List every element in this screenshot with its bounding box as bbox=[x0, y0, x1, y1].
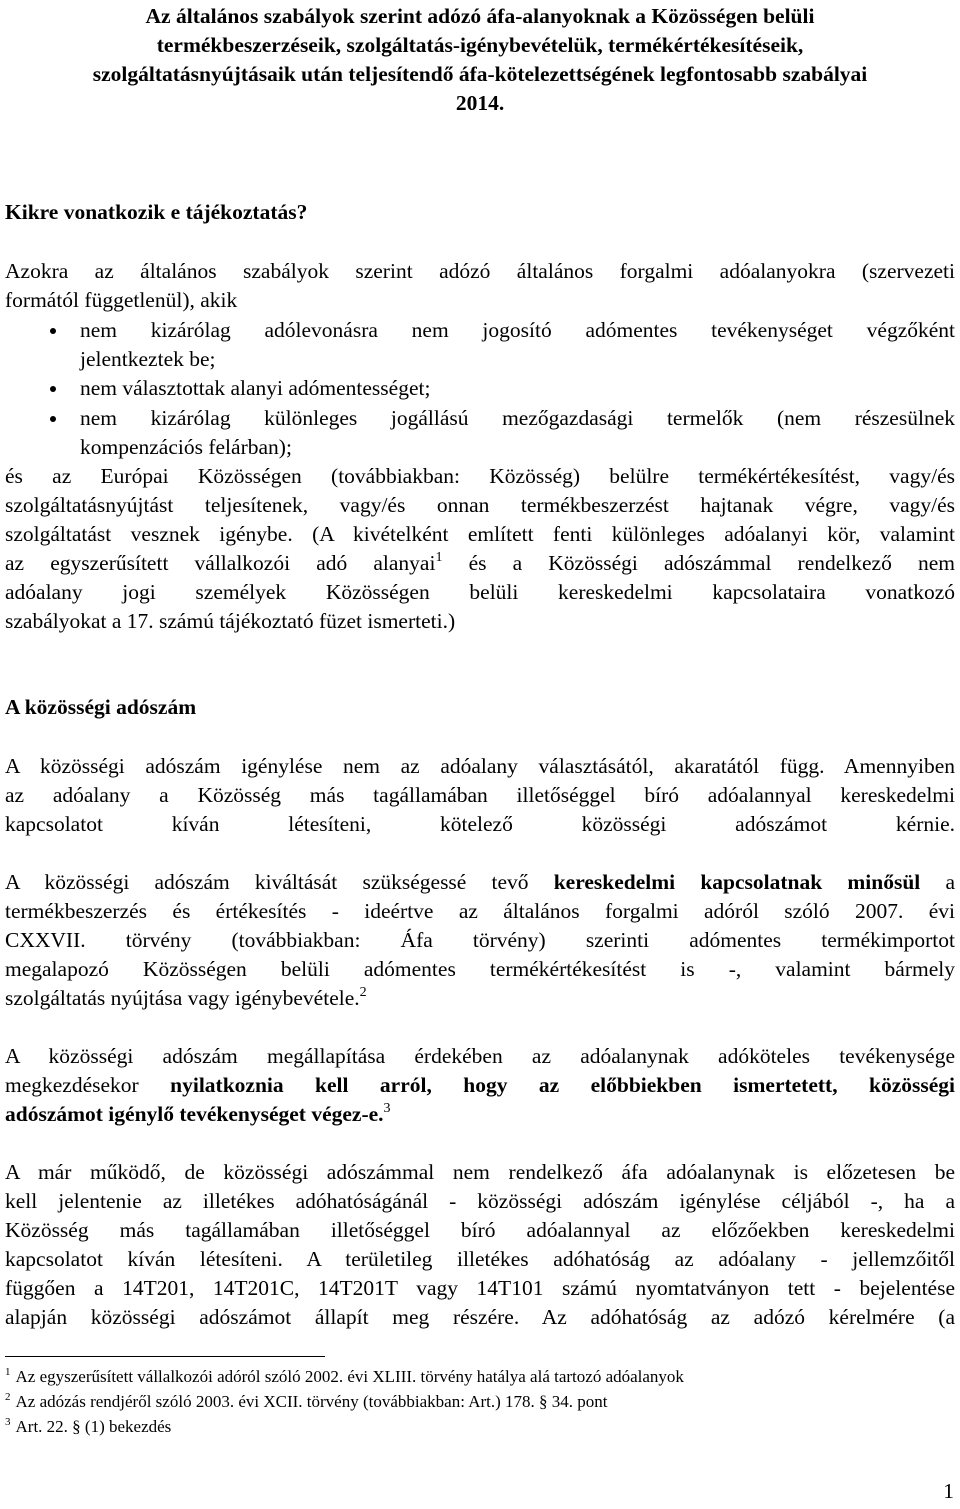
bullet-dot bbox=[50, 328, 56, 334]
paragraph-line: az adóalany a Közösség más tagállamában illetőséggel bíró adóalannyal kereskedelmi bbox=[5, 783, 955, 807]
footnote-number: 1 bbox=[5, 1366, 11, 1378]
paragraph-line: szabályokat a 17. számú tájékoztató füzet ismerteti.) bbox=[5, 609, 456, 633]
bullet-item-line: nem kizárólag adólevonásra nem jogosító adómentes tevékenységet végzőként bbox=[80, 318, 955, 342]
paragraph-line: termékbeszerzés és értékesítés - ideértve az általános forgalmi adóról szóló 2007. évi bbox=[5, 899, 955, 923]
paragraph-line bbox=[5, 1071, 955, 1100]
footnote bbox=[5, 1416, 171, 1438]
footnote-separator bbox=[5, 1356, 325, 1357]
title-year: 2014. bbox=[455, 91, 505, 115]
paragraph-line: és az Európai Közösségen (továbbiakban: Közösség) belülre termékértékesítést, vagy/és bbox=[5, 464, 955, 488]
bold-text: adószámot igénylő tevékenységet végez-e. bbox=[5, 1102, 384, 1126]
bullet-item-line: jelentkeztek be; bbox=[80, 347, 216, 371]
paragraph-line: kapcsolatot kíván létesíteni. A területileg illetékes adóhatóság az adóalany - jellemzőitől bbox=[5, 1247, 955, 1271]
paragraph-line: szolgáltatást vesznek igénybe. (A kivételként említett fenti különleges adóalanyi kör, valamint bbox=[5, 522, 955, 546]
paragraph-line: CXXVII. törvény (továbbiakban: Áfa törvény) szerinti adómentes termékimportot bbox=[5, 928, 955, 952]
paragraph-line bbox=[5, 1100, 391, 1129]
paragraph-line bbox=[5, 984, 367, 1013]
footnote-text: Az adózás rendjéről szóló 2003. évi XCII. törvény (továbbiakban: Art.) 178. § 34. pont bbox=[15, 1392, 608, 1411]
section-heading-tax-number: A közösségi adószám bbox=[5, 695, 197, 719]
paragraph-line: adóalany jogi személyek Közösségen belüli kereskedelmi kapcsolataira vonatkozó bbox=[5, 580, 955, 604]
paragraph-line bbox=[5, 549, 955, 578]
bold-text: kereskedelmi kapcsolatnak minősül bbox=[553, 870, 921, 894]
footnote-number: 2 bbox=[5, 1391, 11, 1403]
paragraph-line: függően a 14T201, 14T201C, 14T201T vagy 14T101 számú nyomtatványon tett - bejelentése bbox=[5, 1276, 955, 1300]
text-span: szolgáltatás nyújtása vagy igénybevétele. bbox=[5, 986, 360, 1010]
paragraph-line: Közösség más tagállamában illetőséggel bíró adóalannyal az előzőekben kereskedelmi bbox=[5, 1218, 955, 1242]
title-line: Az általános szabályok szerint adózó áfa-alanyoknak a Közösségen belüli bbox=[145, 4, 815, 28]
text-span: és a Közösségi adószámmal rendelkező nem bbox=[442, 551, 955, 575]
paragraph-line bbox=[5, 868, 955, 897]
footnote-ref: 1 bbox=[435, 550, 443, 565]
paragraph-line: szolgáltatásnyújtást teljesítenek, vagy/és onnan termékbeszerzést hajtanak végre, vagy/és bbox=[5, 493, 955, 517]
paragraph-line: Azokra az általános szabályok szerint adózó általános forgalmi adóalanyokra (szervezeti bbox=[5, 259, 955, 283]
title-line: termékbeszerzéseik, szolgáltatás-igénybevételük, termékértékesítéseik, bbox=[156, 33, 804, 57]
bullet-item-line: nem kizárólag különleges jogállású mezőgazdasági termelők (nem részesülnek bbox=[80, 406, 955, 430]
paragraph-line: formától függetlenül), akik bbox=[5, 288, 238, 312]
page-number: 1 bbox=[943, 1479, 954, 1503]
footnote-ref: 2 bbox=[359, 985, 367, 1000]
footnote-ref: 3 bbox=[383, 1101, 391, 1116]
section-heading-scope: Kikre vonatkozik e tájékoztatás? bbox=[5, 200, 308, 224]
paragraph-line: A közösségi adószám megállapítása érdekében az adóalanynak adóköteles tevékenysége bbox=[5, 1044, 955, 1068]
text-span: a bbox=[920, 870, 955, 894]
paragraph-line: megalapozó Közösségen belüli adómentes termékértékesítést is -, valamint bármely bbox=[5, 957, 955, 981]
title-line: szolgáltatásnyújtásaik után teljesítendő áfa-kötelezettségének legfontosabb szabályai bbox=[92, 62, 868, 86]
footnote-text: Art. 22. § (1) bekezdés bbox=[15, 1417, 172, 1436]
paragraph-line: A közösségi adószám igénylése nem az adóalany választásától, akaratától függ. Amennyiben bbox=[5, 754, 955, 778]
paragraph-line: A már működő, de közösségi adószámmal nem rendelkező áfa adóalanynak is előzetesen be bbox=[5, 1160, 955, 1184]
bullet-dot bbox=[50, 416, 56, 422]
footnote-number: 3 bbox=[5, 1416, 11, 1428]
footnote bbox=[5, 1391, 608, 1413]
footnote bbox=[5, 1366, 684, 1388]
bullet-dot bbox=[50, 386, 56, 392]
paragraph-line: kell jelentenie az illetékes adóhatóságánál - közösségi adószám igénylése céljából -, ha a bbox=[5, 1189, 955, 1213]
bold-text: nyilatkoznia kell arról, hogy az előbbiekben ismertetett, közösségi bbox=[170, 1073, 956, 1097]
document-title bbox=[0, 2, 960, 118]
text-span: megkezdésekor bbox=[5, 1073, 171, 1097]
text-span: A közösségi adószám kiváltását szükségessé tevő bbox=[5, 870, 554, 894]
footnote-text: Az egyszerűsített vállalkozói adóról szóló 2002. évi XLIII. törvény hatálya alá tartozó adóalanyok bbox=[15, 1367, 684, 1386]
paragraph-line: alapján közösségi adószámot állapít meg részére. Az adóhatóság az adózó kérelmére (a bbox=[5, 1305, 955, 1329]
paragraph-line: kapcsolatot kíván létesíteni, kötelező közösségi adószámot kérnie. bbox=[5, 812, 955, 836]
bullet-item-line: kompenzációs felárban); bbox=[80, 435, 292, 459]
bullet-item-line: nem választottak alanyi adómentességet; bbox=[80, 376, 431, 400]
text-span: az egyszerűsített vállalkozói adó alanyai bbox=[5, 551, 436, 575]
